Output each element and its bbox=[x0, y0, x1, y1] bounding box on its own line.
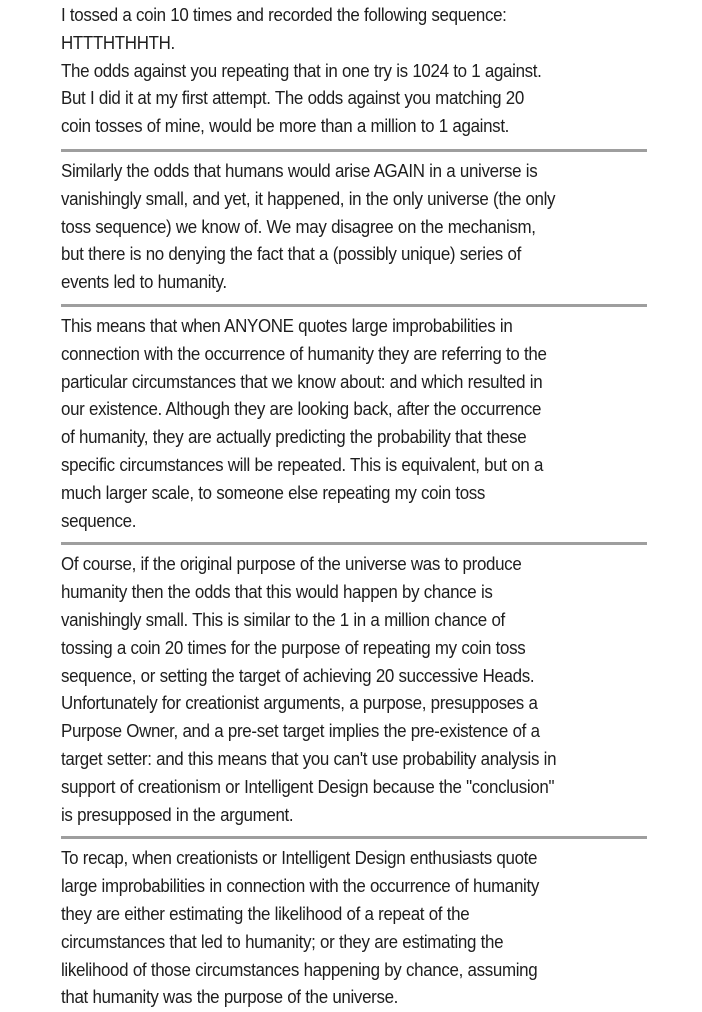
text-line: target setter: and this means that you can't use probability analysis in bbox=[61, 748, 557, 769]
text-line: vanishingly small. This is similar to the 1 in a million chance of bbox=[61, 609, 505, 630]
text-line: HTTTHTHHTH. bbox=[61, 32, 175, 53]
text-line: that humanity was the purpose of the universe. bbox=[61, 987, 399, 1008]
text-line: coin tosses of mine, would be more than a million to 1 against. bbox=[61, 116, 510, 137]
text-line: Similarly the odds that humans would arise AGAIN in a universe is bbox=[61, 160, 538, 181]
text-line: tossing a coin 20 times for the purpose of repeating my coin toss bbox=[61, 637, 526, 658]
text-line: particular circumstances that we know about: and which resulted in bbox=[61, 371, 543, 392]
text-line: our existence. Although they are looking back, after the occurrence bbox=[61, 399, 542, 420]
text-line: specific circumstances will be repeated. This is equivalent, but on a bbox=[61, 454, 544, 475]
paragraph-recap bbox=[61, 845, 647, 1012]
text-line: The odds against you repeating that in one try is 1024 to 1 against. bbox=[61, 60, 542, 81]
text-line: much larger scale, to someone else repeating my coin toss bbox=[61, 482, 486, 503]
text-line: humanity then the odds that this would happen by chance is bbox=[61, 582, 493, 603]
document-body bbox=[61, 0, 647, 1012]
text-line: toss sequence) we know of. We may disagree on the mechanism, bbox=[61, 216, 536, 237]
text-line: circumstances that led to humanity; or they are estimating the bbox=[61, 931, 504, 952]
text-line: support of creationism or Intelligent Design because the "conclusion" bbox=[61, 776, 555, 797]
text-line: But I did it at my first attempt. The odds against you matching 20 bbox=[61, 88, 524, 109]
text-line: is presupposed in the argument. bbox=[61, 804, 294, 825]
text-line: of humanity, they are actually predicting the probability that these bbox=[61, 427, 527, 448]
paragraph-humans-arise bbox=[61, 158, 647, 297]
text-line: I tossed a coin 10 times and recorded the following sequence: bbox=[61, 5, 507, 25]
text-line: large improbabilities in connection with the occurrence of humanity bbox=[61, 876, 539, 897]
text-line: Unfortunately for creationist arguments, a purpose, presupposes a bbox=[61, 693, 538, 714]
text-line: sequence. bbox=[61, 510, 137, 531]
text-line: vanishingly small, and yet, it happened, in the only universe (the only bbox=[61, 188, 556, 209]
text-line: connection with the occurrence of humanity they are referring to the bbox=[61, 343, 547, 364]
text-line: likelihood of those circumstances happening by chance, assuming bbox=[61, 959, 538, 980]
text-line: Purpose Owner, and a pre-set target implies the pre-existence of a bbox=[61, 721, 540, 742]
text-line: sequence, or setting the target of achieving 20 successive Heads. bbox=[61, 665, 535, 686]
text-line: Of course, if the original purpose of the universe was to produce bbox=[61, 554, 522, 575]
paragraph-anyone-quotes bbox=[61, 313, 647, 535]
paragraph-original-purpose bbox=[61, 551, 647, 829]
text-line: but there is no denying the fact that a (possibly unique) series of bbox=[61, 244, 521, 265]
text-line: they are either estimating the likelihood of a repeat of the bbox=[61, 903, 470, 924]
text-line: To recap, when creationists or Intelligent Design enthusiasts quote bbox=[61, 848, 538, 869]
text-line: This means that when ANYONE quotes large improbabilities in bbox=[61, 315, 513, 336]
paragraph-coin-toss bbox=[61, 2, 647, 141]
text-line: events led to humanity. bbox=[61, 272, 227, 293]
